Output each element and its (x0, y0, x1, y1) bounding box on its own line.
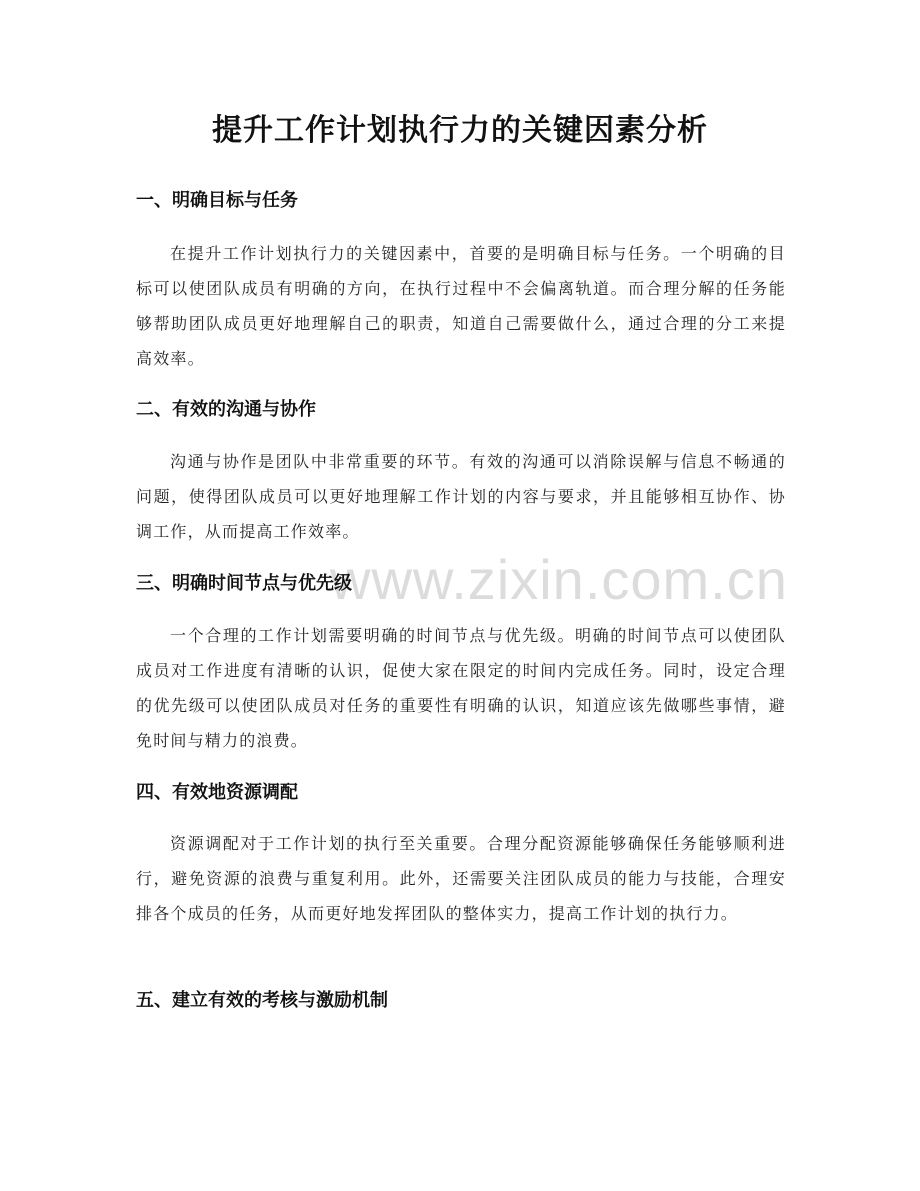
section-heading-1: 一、明确目标与任务 (136, 190, 298, 211)
section-paragraph-3: 一个合理的工作计划需要明确的时间节点与优先级。明确的时间节点可以使团队成员对工作进度有清晰的认识，促使大家在限定的时间内完成任务。同时，设定合理的优先级可以使团队成员对任务的重要性有明确的认识，知道应该先做哪些事情，避免时间与精力的浪费。 (136, 626, 786, 750)
watermark: www.zixin.com.cn (330, 548, 788, 611)
section-heading-2: 二、有效的沟通与协作 (136, 399, 316, 420)
section-heading-3: 三、明确时间节点与优先级 (136, 573, 352, 594)
section-paragraph-1: 在提升工作计划执行力的关键因素中，首要的是明确目标与任务。一个明确的目标可以使团队成员有明确的方向，在执行过程中不会偏离轨道。而合理分解的任务能够帮助团队成员更好地理解自己的职责，知道自己需要做什么，通过合理的分工来提高效率。 (136, 244, 786, 368)
document-title: 提升工作计划执行力的关键因素分析 (212, 113, 708, 148)
section-heading-5: 五、建立有效的考核与激励机制 (136, 990, 388, 1011)
section-heading-4: 四、有效地资源调配 (136, 782, 298, 803)
section-paragraph-4: 资源调配对于工作计划的执行至关重要。合理分配资源能够确保任务能够顺利进行，避免资源的浪费与重复利用。此外，还需要关注团队成员的能力与技能，合理安排各个成员的任务，从而更好地发挥团队的整体实力，提高工作计划的执行力。 (136, 834, 786, 923)
section-paragraph-2: 沟通与协作是团队中非常重要的环节。有效的沟通可以消除误解与信息不畅通的问题，使得团队成员可以更好地理解工作计划的内容与要求，并且能够相互协作、协调工作，从而提高工作效率。 (136, 452, 786, 541)
